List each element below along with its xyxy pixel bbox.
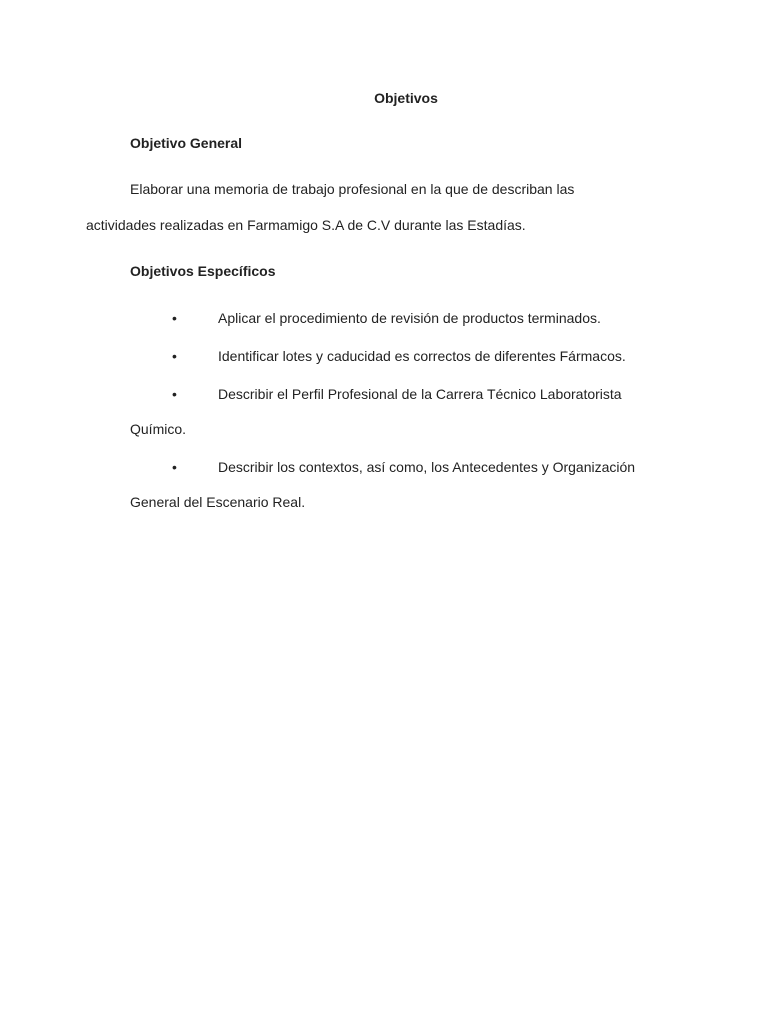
specific-objective-4-line-2: General del Escenario Real. [130,494,306,510]
specific-objective-1: Aplicar el procedimiento de revisión de productos terminados. [218,310,601,326]
bullet-icon: • [172,459,177,475]
general-objective-text-line-1: Elaborar una memoria de trabajo profesional en la que de describan las [130,181,575,197]
general-objective-heading: Objetivo General [130,135,243,151]
general-objective-text-line-2: actividades realizadas en Farmamigo S.A de C.V durante las Estadías. [86,217,526,233]
bullet-icon: • [172,348,177,364]
page-title: Objetivos [374,90,438,106]
specific-objective-4-line-1: Describir los contextos, así como, los Antecedentes y Organización [218,459,636,475]
specific-objective-2: Identificar lotes y caducidad es correctos de diferentes Fármacos. [218,348,626,364]
specific-objectives-heading: Objetivos Específicos [130,263,276,279]
bullet-icon: • [172,310,177,326]
specific-objective-3-line-1: Describir el Perfil Profesional de la Carrera Técnico Laboratorista [218,386,622,402]
specific-objective-3-line-2: Químico. [130,421,187,437]
bullet-icon: • [172,386,177,402]
